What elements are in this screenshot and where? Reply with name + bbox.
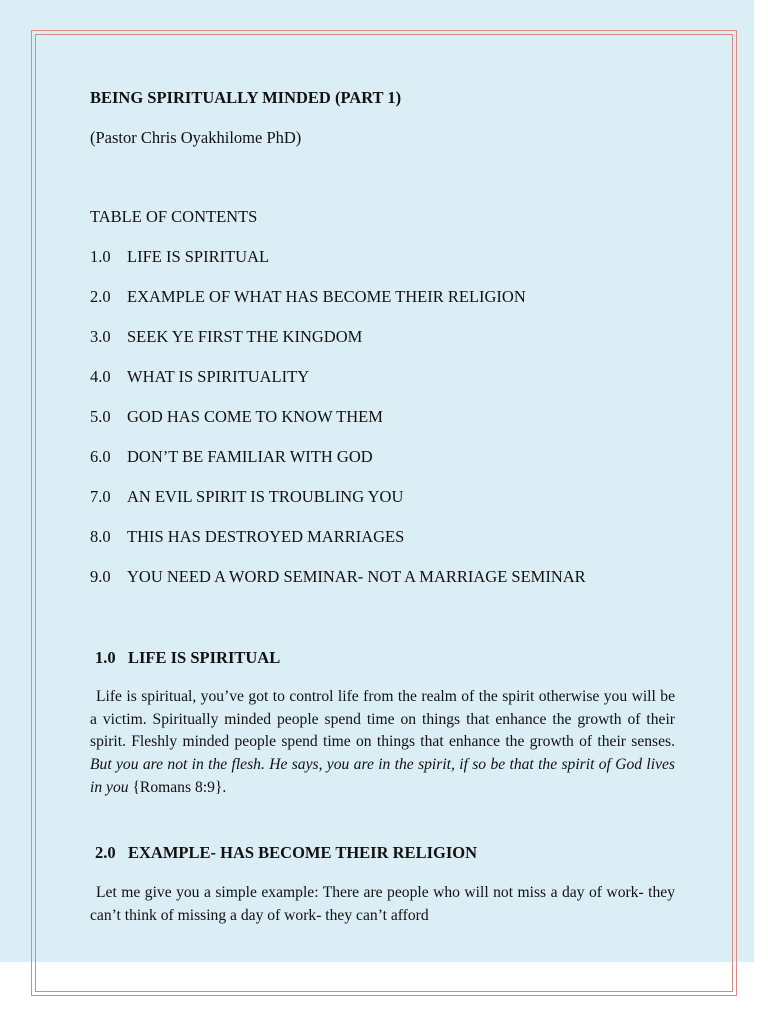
- toc-item-label: DON’T BE FAMILIAR WITH GOD: [127, 447, 373, 466]
- toc-item-label: THIS HAS DESTROYED MARRIAGES: [127, 527, 405, 546]
- section-number: 1.0: [95, 648, 116, 667]
- paragraph-text: Let me give you a simple example: There are people who will not miss a day of work- they can’t think of missing a day of work- they can’t afford: [90, 884, 675, 924]
- toc-item-label: WHAT IS SPIRITUALITY: [127, 367, 310, 386]
- section-paragraph: [90, 882, 675, 928]
- toc-item: [90, 247, 586, 287]
- section-title: LIFE IS SPIRITUAL: [128, 648, 281, 667]
- section-heading: [95, 648, 280, 668]
- toc-item-number: 8.0: [90, 527, 111, 546]
- section-heading: [95, 843, 477, 863]
- toc-item: [90, 367, 586, 407]
- document-author: (Pastor Chris Oyakhilome PhD): [90, 128, 302, 147]
- paragraph-text: Life is spiritual, you’ve got to control life from the realm of the spirit otherwise you will be a victim. Spiritually minded people spend time on things that enhance the growth of their spirit. Fleshly minded people spend time on things that enhance the growth of their senses.: [90, 688, 675, 751]
- toc-item-label: LIFE IS SPIRITUAL: [127, 247, 270, 266]
- toc-item-number: 6.0: [90, 447, 111, 466]
- section-title: EXAMPLE- HAS BECOME THEIR RELIGION: [128, 843, 477, 862]
- scripture-reference: {Romans 8:9}.: [128, 778, 227, 796]
- toc-item: [90, 287, 586, 327]
- section-number: 2.0: [95, 843, 116, 862]
- toc-item: [90, 447, 586, 487]
- toc-item-label: EXAMPLE OF WHAT HAS BECOME THEIR RELIGION: [127, 287, 526, 306]
- section-paragraph: [90, 686, 675, 800]
- toc-item-number: 3.0: [90, 327, 111, 346]
- scripture-quote: But you are not in the flesh. He says, you are in the spirit, if so be that the spirit of God lives in you: [90, 756, 675, 796]
- toc-item: [90, 327, 586, 367]
- toc-item-number: 7.0: [90, 487, 111, 506]
- toc-item-number: 1.0: [90, 247, 111, 266]
- toc-item-label: SEEK YE FIRST THE KINGDOM: [127, 327, 363, 346]
- toc-item: [90, 527, 586, 567]
- toc-item: [90, 487, 586, 527]
- toc-item-number: 4.0: [90, 367, 111, 386]
- toc-item-number: 2.0: [90, 287, 111, 306]
- toc-heading: TABLE OF CONTENTS: [90, 207, 258, 226]
- toc-item: [90, 407, 586, 447]
- document-title: BEING SPIRITUALLY MINDED (PART 1): [90, 88, 402, 107]
- toc-item: [90, 567, 586, 607]
- toc-item-label: AN EVIL SPIRIT IS TROUBLING YOU: [127, 487, 404, 506]
- toc-item-number: 9.0: [90, 567, 111, 586]
- toc-item-number: 5.0: [90, 407, 111, 426]
- table-of-contents: [90, 247, 586, 607]
- toc-item-label: YOU NEED A WORD SEMINAR- NOT A MARRIAGE SEMINAR: [127, 567, 586, 586]
- toc-item-label: GOD HAS COME TO KNOW THEM: [127, 407, 383, 426]
